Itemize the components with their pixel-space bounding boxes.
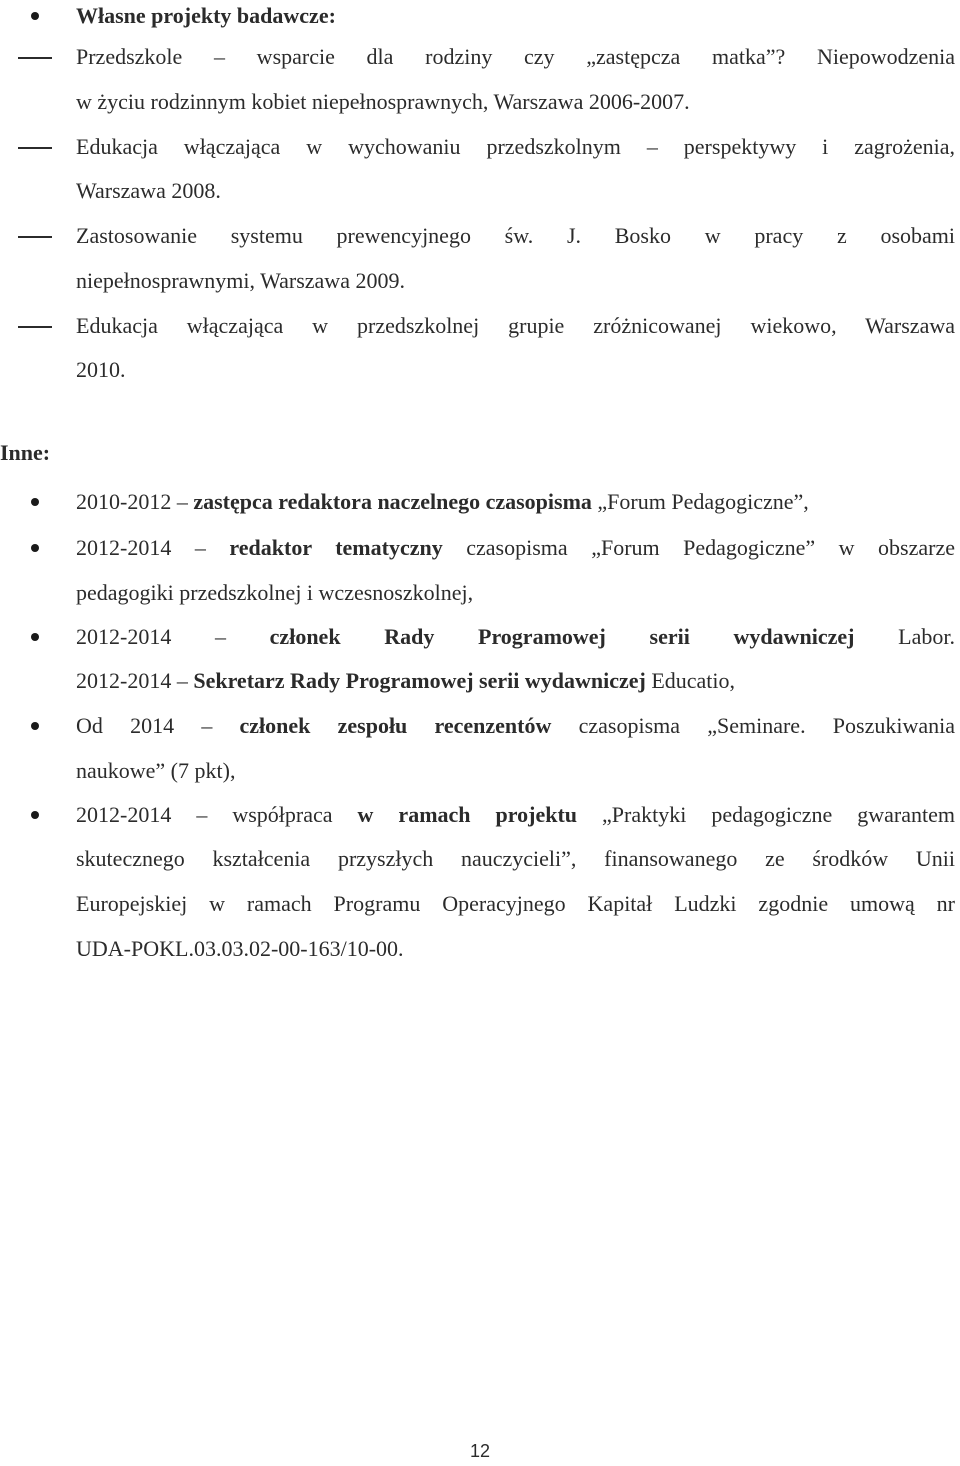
page-number: 12 [469,1441,491,1461]
project-line: Warszawa 2008. [76,178,221,203]
project-line: w życiu rodzinnym kobiet niepełnosprawnych, Warszawa 2006-2007. [76,89,690,114]
list-item: 2012-2014 – członek Rady Programowej serii wydawniczej Labor. [76,624,955,649]
project-line: niepełnosprawnymi, Warszawa 2009. [76,268,405,293]
dash-icon [18,44,52,70]
project-line: Edukacja włączająca w przedszkolnej grupie zróżnicowanej wiekowo, Warszawa [76,313,955,338]
project-line: Edukacja włączająca w wychowaniu przedszkolnym – perspektywy i zagrożenia, [76,134,955,159]
section-heading-own-projects: Własne projekty badawcze: [76,3,336,28]
list-item: 2010-2012 – zastępca redaktora naczelnego czasopisma „Forum Pedagogiczne”, [76,489,809,514]
list-item-continuation: pedagogiki przedszkolnej i wczesnoszkolnej, [76,580,474,605]
list-item-continuation: 2012-2014 – Sekretarz Rady Programowej serii wydawniczej Educatio, [76,668,736,693]
section-heading-other: Inne: [0,440,51,465]
list-item-continuation: Europejskiej w ramach Programu Operacyjnego Kapitał Ludzki zgodnie umową nr [76,891,955,916]
list-item: Od 2014 – członek zespołu recenzentów czasopisma „Seminare. Poszukiwania [76,713,955,738]
project-line: 2010. [76,357,126,382]
list-item-continuation: UDA-POKL.03.03.02-00-163/10-00. [76,936,404,961]
list-item-continuation: naukowe” (7 pkt), [76,758,236,783]
dash-icon [18,134,52,160]
list-item-continuation: skutecznego kształcenia przyszłych nauczycieli”, finansowanego ze środków Unii [76,846,955,871]
list-item: 2012-2014 – redaktor tematyczny czasopisma „Forum Pedagogiczne” w obszarze [76,535,955,560]
project-line: Zastosowanie systemu prewencyjnego św. J. Bosko w pracy z osobami [76,223,955,248]
list-item: 2012-2014 – współpraca w ramach projektu „Praktyki pedagogiczne gwarantem [76,802,956,827]
dash-icon [18,223,52,249]
project-line: Przedszkole – wsparcie dla rodziny czy „zastępcza matka”? Niepowodzenia [76,44,955,69]
dash-icon [18,313,52,339]
